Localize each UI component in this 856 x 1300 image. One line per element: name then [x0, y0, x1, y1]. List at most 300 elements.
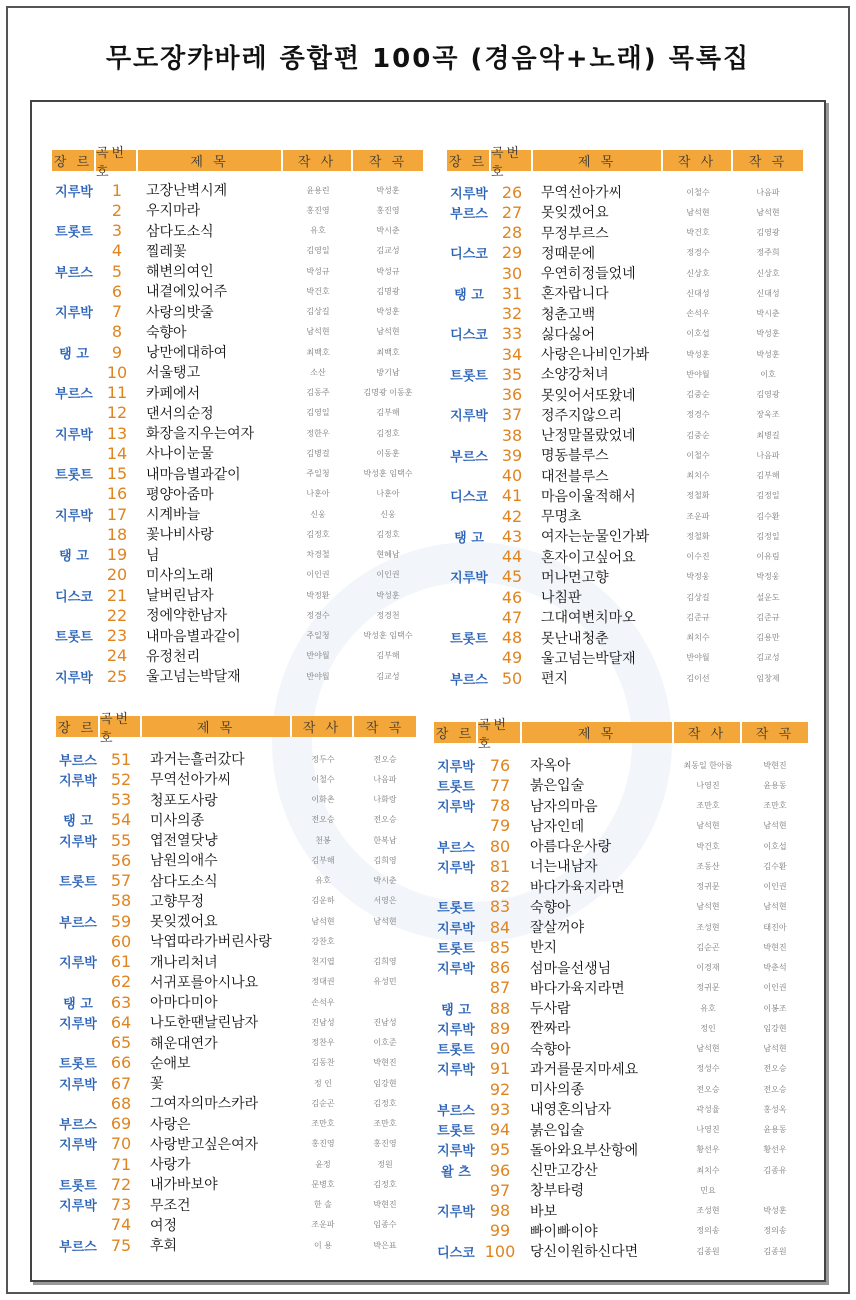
table-row: [434, 937, 808, 957]
table-row: [56, 871, 416, 891]
song-title-cell: 돌아와요부산항에: [530, 1142, 639, 1159]
number-cell: 3: [111, 221, 123, 240]
number-cell: 48: [501, 628, 523, 647]
table-row: [56, 1114, 416, 1134]
song-title-cell: 너는내남자: [530, 859, 598, 876]
table-row: [434, 856, 808, 876]
composer-cell: 남석현: [756, 207, 780, 217]
lyricist-cell: 천봉: [315, 835, 331, 845]
song-title-cell: 미사의노래: [146, 567, 214, 584]
composer-cell: 박현진: [373, 1200, 397, 1209]
song-title-cell: 그대여변치마오: [541, 610, 636, 627]
lyricist-cell: 박정웅: [686, 572, 710, 582]
number-cell: 77: [489, 775, 511, 795]
genre-cell: 트롯트: [450, 632, 488, 647]
table-row: [56, 830, 416, 850]
table-row: [52, 383, 423, 403]
song-title-cell: 남자인데: [530, 818, 585, 835]
song-title-cell: 숙향아: [530, 899, 571, 916]
table-row: [56, 952, 416, 972]
song-title-cell: 해운대연가: [150, 1035, 218, 1052]
lyricist-cell: 김순곤: [311, 1098, 335, 1108]
song-title-cell: 섬마을선생님: [530, 960, 612, 977]
table-row: [52, 342, 423, 362]
table-row: [56, 1154, 416, 1174]
number-cell: 9: [111, 342, 123, 362]
lyricist-cell: 유호: [700, 1003, 716, 1013]
composer-cell: 신대성: [756, 288, 780, 298]
lyricist-cell: 정철화: [686, 491, 710, 501]
table-row: [434, 836, 808, 856]
song-title-cell: 우지마라: [146, 203, 201, 220]
number-cell: 13: [106, 423, 128, 443]
composer-cell: 김종원: [763, 1246, 787, 1256]
genre-cell: 디스코: [437, 1245, 475, 1261]
composer-cell: 나음파: [373, 774, 397, 784]
lyricist-cell: 이인권: [306, 570, 330, 580]
number-cell: 87: [489, 978, 511, 998]
number-cell: 23: [106, 626, 128, 645]
table-row: [52, 464, 423, 484]
composer-cell: 방기남: [376, 367, 400, 377]
table-row: [56, 790, 416, 810]
number-cell: 98: [489, 1201, 511, 1220]
song-title-cell: 사랑은나비인가봐: [541, 347, 650, 363]
genre-cell: 트롯트: [437, 1124, 475, 1139]
number-cell: 97: [489, 1180, 511, 1200]
number-cell: 75: [110, 1235, 132, 1255]
table-row: [434, 1180, 808, 1200]
number-cell: 100: [484, 1241, 516, 1261]
number-cell: 34: [501, 344, 523, 364]
number-cell: 88: [489, 998, 511, 1018]
genre-cell: 탱 고: [59, 346, 89, 362]
table-row: [447, 223, 803, 243]
number-cell: 90: [489, 1039, 511, 1058]
table-row: [52, 221, 423, 241]
song-title-cell: 바보: [530, 1203, 558, 1220]
composer-cell: 김수환: [756, 511, 780, 521]
song-title-cell: 싫다싫어: [541, 326, 596, 343]
composer-cell: 이호섭: [763, 841, 787, 851]
lyricist-cell: 정인: [700, 1023, 716, 1033]
composer-cell: 박현진: [763, 760, 787, 770]
lyricist-cell: 김병걸: [306, 448, 330, 458]
song-title-cell: 무조건: [150, 1197, 191, 1214]
table-row: [56, 911, 416, 931]
table-row: [447, 324, 803, 344]
table-row: [434, 1079, 808, 1099]
number-cell: 40: [501, 466, 523, 485]
genre-cell: 부르스: [450, 206, 488, 222]
composer-cell: 홍진영: [373, 1139, 397, 1149]
genre-cell: 부르스: [59, 753, 97, 769]
lyricist-cell: 이철수: [686, 450, 710, 460]
table-row: [56, 1134, 416, 1154]
number-cell: 10: [106, 362, 128, 382]
lyricist-cell: 이수진: [686, 552, 710, 561]
lyricist-cell: 김종원: [696, 1246, 720, 1256]
song-title-cell: 삼다도소식: [150, 873, 218, 890]
number-cell: 85: [489, 937, 511, 957]
table-row: [52, 565, 423, 585]
song-title-cell: 미사의종: [530, 1082, 585, 1098]
genre-cell: 디스코: [450, 490, 488, 506]
number-cell: 61: [110, 952, 132, 971]
table-row: [434, 816, 808, 836]
song-title-cell: 삼다도소식: [146, 223, 214, 240]
composer-cell: 이호: [760, 369, 776, 379]
song-title-cell: 개나리처녀: [150, 954, 218, 971]
lyricist-cell: 김정호: [306, 529, 330, 539]
header-number: 곡번호: [491, 150, 533, 171]
lyricist-cell: 홍진영: [306, 205, 330, 215]
genre-cell: 디스코: [450, 328, 488, 344]
header-genre: 장 르: [447, 150, 491, 171]
lyricist-cell: 문병호: [311, 1179, 335, 1189]
table-row: [52, 484, 423, 504]
song-title-cell: 짠짜라: [530, 1021, 571, 1038]
number-cell: 16: [106, 484, 128, 504]
table-row: [447, 668, 803, 688]
composer-cell: 김종유: [763, 1165, 787, 1175]
song-title-cell: 남원의애수: [150, 853, 218, 870]
genre-cell: 지루박: [59, 834, 97, 850]
number-cell: 68: [110, 1093, 132, 1113]
header-lyricist: 작 사: [283, 150, 353, 171]
genre-cell: 트롯트: [55, 630, 93, 645]
lyricist-cell: 정찬우: [311, 1038, 335, 1047]
composer-cell: 이인권: [376, 570, 400, 580]
number-cell: 54: [110, 810, 132, 830]
number-cell: 33: [501, 324, 523, 344]
number-cell: 12: [106, 403, 128, 423]
number-cell: 22: [106, 605, 128, 625]
song-title-cell: 님: [146, 547, 160, 564]
song-title-cell: 숙향아: [146, 324, 187, 341]
number-cell: 46: [501, 587, 523, 607]
table-row: [434, 1140, 808, 1160]
number-cell: 26: [501, 182, 523, 202]
table-row: [56, 891, 416, 911]
composer-cell: 태진아: [763, 922, 787, 932]
table-row: [56, 1093, 416, 1113]
number-cell: 2: [111, 200, 123, 220]
song-title-cell: 두사람: [530, 1001, 571, 1017]
number-cell: 43: [501, 526, 523, 546]
lyricist-cell: 최동일 한아름: [683, 760, 733, 770]
lyricist-cell: 정귀문: [696, 983, 720, 993]
genre-cell: 지루박: [450, 186, 488, 202]
number-cell: 60: [110, 931, 132, 951]
table-row: [447, 466, 803, 486]
number-cell: 59: [110, 911, 132, 931]
header-genre: 장 르: [56, 716, 100, 737]
lyricist-cell: 남석현: [696, 902, 720, 912]
composer-cell: 김부해: [756, 471, 780, 480]
number-cell: 28: [501, 223, 523, 242]
genre-cell: 지루박: [59, 1199, 97, 1214]
number-cell: 72: [110, 1174, 132, 1194]
song-title-cell: 울고넘는박달재: [541, 650, 636, 667]
song-title-cell: 찔레꽃: [146, 243, 187, 260]
lyricist-cell: 정 인: [314, 1078, 332, 1088]
table-row: [447, 587, 803, 607]
composer-cell: 김정호: [373, 1098, 397, 1108]
table-row: [434, 1201, 808, 1221]
composer-cell: 나음파: [756, 450, 780, 460]
table-row: [52, 281, 423, 301]
song-title-cell: 후회: [150, 1238, 178, 1254]
table-row: [56, 749, 416, 769]
composer-cell: 임강현: [373, 1078, 397, 1088]
table-row: [434, 958, 808, 978]
composer-cell: 박성훈: [756, 329, 780, 339]
lyricist-cell: 홍진영: [311, 1139, 335, 1149]
lyricist-cell: 최치수: [686, 471, 710, 480]
genre-cell: 지루박: [55, 306, 93, 321]
table-row: [447, 364, 803, 384]
number-cell: 69: [110, 1114, 132, 1133]
composer-cell: 정경천: [376, 610, 400, 620]
number-cell: 45: [501, 567, 523, 587]
composer-cell: 김용만: [756, 633, 780, 642]
number-cell: 70: [110, 1134, 132, 1154]
composer-cell: 전오승: [763, 1084, 787, 1094]
song-title-cell: 사랑은: [150, 1116, 191, 1133]
genre-cell: 부르스: [450, 449, 488, 465]
table-row: [434, 1059, 808, 1079]
lyricist-cell: 손석우: [686, 309, 710, 318]
number-cell: 21: [106, 585, 128, 605]
song-title-cell: 신만고강산: [530, 1163, 598, 1179]
lyricist-cell: 정성수: [696, 1064, 720, 1074]
number-cell: 58: [110, 891, 132, 911]
song-title-cell: 붉은입술: [530, 1122, 585, 1139]
song-title-cell: 청춘고백: [541, 306, 596, 323]
song-title-cell: 남자의마음: [530, 798, 598, 815]
number-cell: 51: [110, 749, 132, 769]
song-title-cell: 낙엽따라가버린사랑: [150, 934, 272, 951]
composer-cell: 남석현: [376, 327, 400, 337]
composer-cell: 윤용동: [763, 780, 787, 790]
composer-cell: 김교성: [376, 246, 400, 256]
number-cell: 41: [501, 486, 523, 506]
song-title-cell: 창부타령: [530, 1183, 585, 1200]
number-cell: 94: [489, 1120, 511, 1139]
number-cell: 4: [111, 241, 123, 261]
number-cell: 27: [501, 202, 523, 222]
song-title-cell: 사나이눈물: [146, 446, 214, 463]
song-title-cell: 나도한땐날린남자: [150, 1015, 259, 1032]
number-cell: 32: [501, 304, 523, 323]
genre-cell: 트롯트: [59, 1178, 97, 1194]
song-title-cell: 숙향아: [530, 1041, 571, 1058]
number-cell: 30: [501, 263, 523, 283]
song-title-cell: 내곁에있어주: [146, 284, 228, 301]
genre-cell: 탱 고: [59, 549, 89, 564]
table-row: [434, 978, 808, 998]
song-title-cell: 빠이빠이야: [530, 1223, 598, 1240]
song-title-cell: 고향무정: [150, 893, 205, 910]
genre-cell: 트롯트: [55, 225, 93, 240]
genre-cell: 부르스: [59, 915, 97, 931]
composer-cell: 임강현: [763, 1023, 787, 1033]
number-cell: 53: [110, 790, 132, 809]
header-title: 제 목: [142, 716, 292, 737]
lyricist-cell: 김순곤: [696, 942, 720, 952]
header-lyricist: 작 사: [663, 150, 733, 171]
song-title-cell: 여자는눈물인가봐: [541, 529, 650, 546]
song-title-cell: 무명초: [541, 509, 582, 525]
lyricist-cell: 천지엽: [311, 957, 335, 966]
song-title-cell: 아마다미아: [150, 995, 218, 1011]
lyricist-cell: 남석현: [311, 916, 335, 926]
table-row: [56, 1012, 416, 1032]
genre-cell: 부르스: [59, 1118, 97, 1133]
table-row: [447, 648, 803, 668]
composer-cell: 박시춘: [373, 876, 397, 885]
header-title: 제 목: [522, 722, 674, 743]
table-header: [447, 145, 803, 180]
lyricist-cell: 이화촌: [311, 795, 335, 804]
lyricist-cell: 곽성율: [696, 1104, 720, 1114]
table-row: [434, 775, 808, 795]
genre-cell: 지루박: [437, 860, 475, 876]
number-cell: 52: [110, 769, 132, 789]
lyricist-cell: 박건호: [306, 286, 330, 296]
number-cell: 82: [489, 877, 511, 896]
lyricist-cell: 조만호: [311, 1119, 335, 1128]
song-title-cell: 댄서의순정: [146, 405, 214, 422]
lyricist-cell: 손석우: [311, 997, 335, 1007]
song-title-cell: 해변의여인: [146, 264, 214, 280]
table-row: [52, 626, 423, 646]
genre-cell: 트롯트: [59, 1057, 97, 1073]
composer-cell: 임종수: [373, 1220, 397, 1230]
table-row: [52, 423, 423, 443]
table-row: [447, 283, 803, 303]
genre-cell: 트롯트: [59, 875, 97, 890]
lyricist-cell: 박건호: [696, 841, 720, 851]
genre-cell: 탱 고: [454, 287, 484, 303]
song-title-cell: 날버린남자: [146, 588, 214, 604]
lyricist-cell: 조운파: [311, 1220, 335, 1230]
song-title-cell: 혼자랍니다: [541, 286, 609, 303]
header-lyricist: 작 사: [674, 722, 742, 743]
composer-cell: 한복남: [373, 835, 397, 845]
genre-cell: 지루박: [55, 670, 93, 686]
number-cell: 17: [106, 504, 128, 524]
composer-cell: 윤용동: [763, 1125, 787, 1134]
number-cell: 79: [489, 816, 511, 836]
lyricist-cell: 전오승: [311, 815, 335, 825]
composer-cell: 김정일: [756, 491, 780, 501]
song-title-cell: 바다가육지라면: [530, 879, 625, 896]
table-row: [447, 445, 803, 465]
table-row: [447, 628, 803, 648]
song-title-cell: 사랑가: [150, 1157, 191, 1173]
song-title-cell: 편지: [541, 671, 569, 687]
table-row: [56, 1195, 416, 1215]
composer-cell: 전오승: [763, 1064, 787, 1074]
page-title: 무도장캬바레 종합편 100곡 (경음악+노래) 목록집: [105, 44, 751, 74]
genre-cell: 탱 고: [441, 1002, 471, 1018]
number-cell: 38: [501, 425, 523, 445]
number-cell: 65: [110, 1033, 132, 1052]
lyricist-cell: 김상길: [306, 307, 330, 316]
table-row: [56, 810, 416, 830]
song-title-cell: 사랑받고싶은여자: [150, 1136, 259, 1153]
song-title-cell: 바다가육지라면: [530, 980, 625, 997]
number-cell: 31: [501, 283, 523, 303]
lyricist-cell: 김상길: [686, 592, 710, 602]
genre-cell: 지루박: [437, 759, 475, 775]
number-cell: 35: [501, 364, 523, 384]
table-row: [434, 1018, 808, 1038]
composer-cell: 박성훈: [376, 185, 400, 195]
lyricist-cell: 김운하: [311, 896, 335, 906]
header-lyricist: 작 사: [292, 716, 354, 737]
lyricist-cell: 김동찬: [311, 1058, 335, 1068]
composer-cell: 박시춘: [756, 309, 780, 318]
composer-cell: 전오승: [373, 754, 397, 764]
composer-cell: 이인권: [763, 882, 787, 891]
table-row: [447, 344, 803, 364]
lyricist-cell: 정두수: [311, 754, 335, 764]
song-title-cell: 꽃나비사랑: [146, 527, 214, 544]
song-title-cell: 붉은입술: [530, 778, 585, 795]
composer-cell: 김희영: [373, 855, 397, 865]
genre-cell: 지루박: [450, 571, 488, 587]
song-title-cell: 서울탱고: [146, 365, 201, 382]
table-row: [52, 443, 423, 463]
number-cell: 62: [110, 972, 132, 992]
composer-cell: 남석현: [763, 1044, 787, 1053]
lyricist-cell: 반야월: [306, 651, 330, 661]
number-cell: 29: [501, 243, 523, 263]
header-title: 제 목: [533, 150, 663, 171]
number-cell: 14: [106, 443, 128, 463]
lyricist-cell: 유호: [310, 226, 326, 235]
lyricist-cell: 차경철: [306, 550, 330, 559]
composer-cell: 박은표: [373, 1240, 397, 1250]
genre-cell: 부르스: [450, 672, 488, 688]
song-title-cell: 엽전열닷냥: [150, 833, 218, 849]
composer-cell: 이봉조: [763, 1003, 787, 1013]
header-composer: 작 곡: [368, 155, 408, 170]
lyricist-cell: 전오승: [696, 1084, 720, 1094]
song-title-cell: 울고넘는박달재: [146, 669, 241, 685]
composer-cell: 최병길: [756, 430, 780, 440]
number-cell: 91: [489, 1059, 511, 1079]
composer-cell: 조만호: [373, 1119, 397, 1128]
composer-cell: 박성훈: [376, 307, 400, 316]
genre-cell: 지루박: [437, 1144, 475, 1160]
table-row: [434, 998, 808, 1018]
table-row: [52, 504, 423, 524]
composer-cell: 김부해: [376, 408, 400, 418]
lyricist-cell: 최치수: [696, 1165, 720, 1175]
table-row: [447, 304, 803, 324]
song-title-cell: 혼자이고싶어요: [541, 549, 636, 566]
lyricist-cell: 박정환: [306, 590, 330, 600]
composer-cell: 김희영: [373, 957, 397, 966]
genre-cell: 부르스: [437, 1103, 475, 1119]
table-row: [434, 1160, 808, 1180]
composer-cell: 정원: [377, 1159, 393, 1169]
composer-cell: 정주희: [756, 248, 780, 258]
